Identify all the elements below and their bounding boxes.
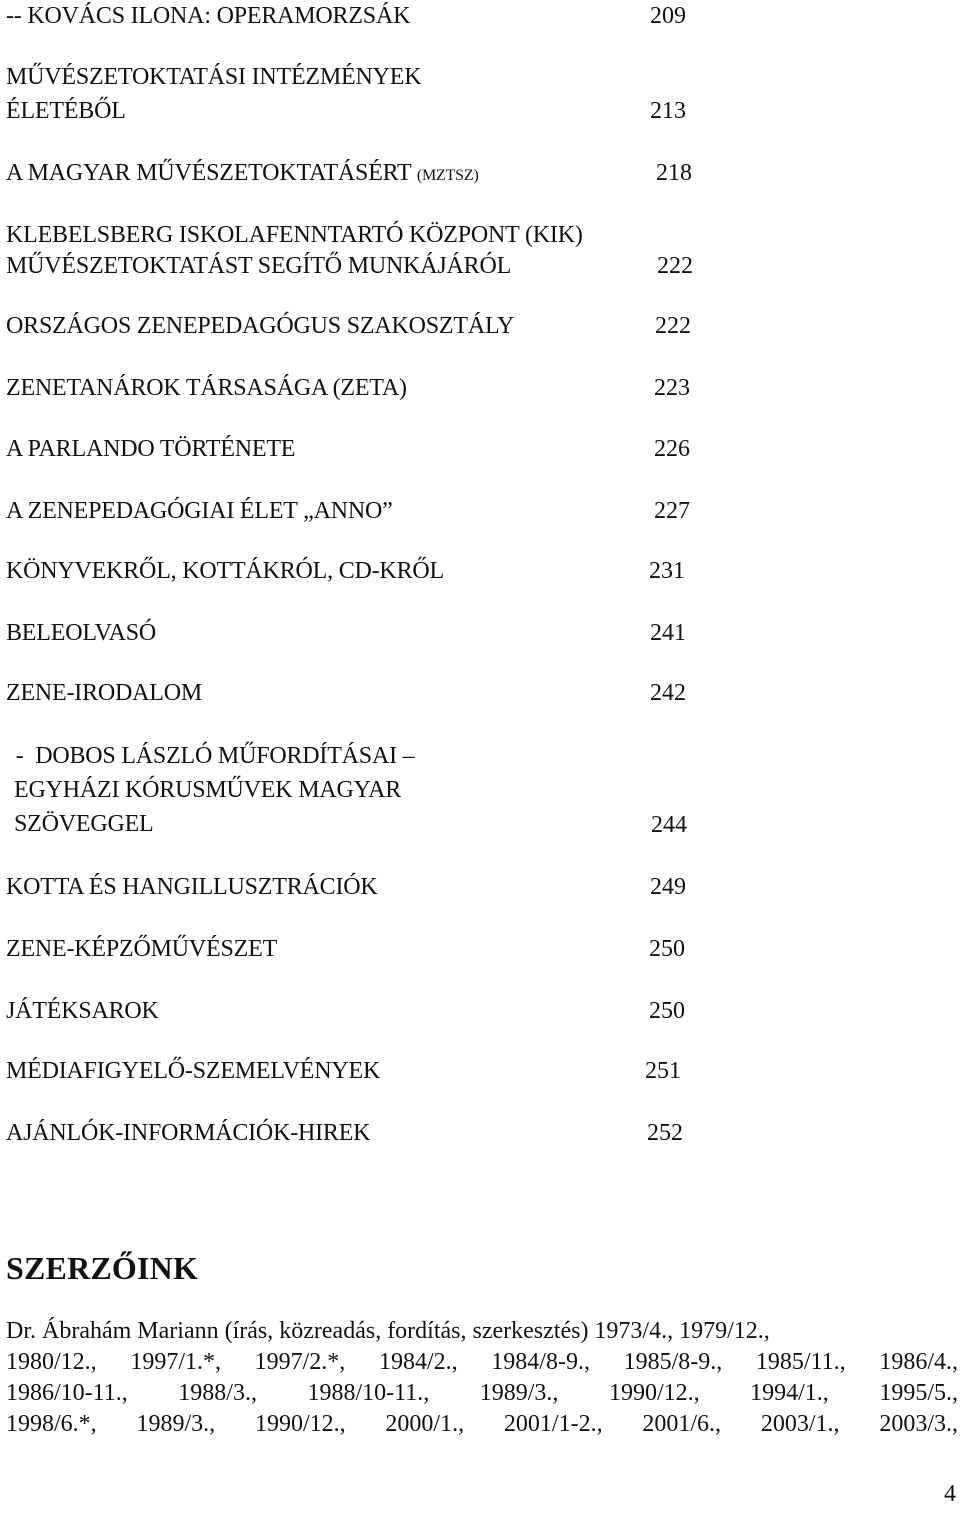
toc-entry-page: 218 xyxy=(656,160,692,186)
toc-entry-page: 209 xyxy=(650,3,686,29)
toc-entry-title: A PARLANDO TÖRTÉNETE xyxy=(6,436,296,462)
toc-entry-page: 242 xyxy=(650,680,686,706)
toc-entry-page: 227 xyxy=(654,498,690,524)
author-entry-line: Dr. Ábrahám Mariann (írás, közreadás, fordítás, szerkesztés) 1973/4., 1979/12., xyxy=(6,1318,770,1344)
toc-entry-title: ÉLETÉBŐL xyxy=(6,98,126,124)
toc-entry-title: KOTTA ÉS HANGILLUSZTRÁCIÓK xyxy=(6,874,378,900)
toc-entry-page: 250 xyxy=(649,998,685,1024)
toc-entry-title: ZENETANÁROK TÁRSASÁGA (ZETA) xyxy=(6,375,407,401)
toc-entry-page: 251 xyxy=(645,1058,681,1084)
author-entry-line: 1998/6.*, 1989/3., 1990/12., 2000/1., 2001/1-2., 2001/6., 2003/1., 2003/3., xyxy=(6,1411,958,1437)
page-number: 4 xyxy=(944,1481,956,1507)
toc-entry-page: 231 xyxy=(649,558,685,584)
toc-entry-title: ZENE-IRODALOM xyxy=(6,680,203,706)
toc-entry-small-text: (MZTSZ) xyxy=(416,167,479,184)
toc-entry-page: 249 xyxy=(650,874,686,900)
toc-entry-title: MŰVÉSZETOKTATÁST SEGÍTŐ MUNKÁJÁRÓL xyxy=(6,253,512,279)
toc-entry-title: MŰVÉSZETOKTATÁSI INTÉZMÉNYEK xyxy=(6,64,422,90)
toc-entry-title: JÁTÉKSAROK xyxy=(6,998,159,1024)
toc-entry-page: 223 xyxy=(654,375,690,401)
toc-entry-title: KLEBELSBERG ISKOLAFENNTARTÓ KÖZPONT (KIK) xyxy=(6,222,583,248)
toc-entry-title: EGYHÁZI KÓRUSMŰVEK MAGYAR xyxy=(14,777,402,803)
toc-entry-title: SZÖVEGGEL xyxy=(14,811,154,837)
toc-entry-page: 222 xyxy=(655,313,691,339)
toc-entry-page: 244 xyxy=(651,812,687,838)
section-heading: SZERZŐINK xyxy=(6,1250,199,1286)
toc-entry-page: 213 xyxy=(650,98,686,124)
toc-entry-page: 226 xyxy=(654,436,690,462)
toc-entry-title: MÉDIAFIGYELŐ-SZEMELVÉNYEK xyxy=(6,1058,381,1084)
toc-entry-title: AJÁNLÓK-INFORMÁCIÓK-HIREK xyxy=(6,1120,371,1146)
toc-entry-page: 252 xyxy=(647,1120,683,1146)
toc-entry-page: 241 xyxy=(650,620,686,646)
toc-entry-text: A MAGYAR MŰVÉSZETOKTATÁSÉRT xyxy=(6,160,412,186)
authors-list xyxy=(6,1316,958,1440)
author-entry-line: 1980/12., 1997/1.*, 1997/2.*, 1984/2., 1984/8-9., 1985/8-9., 1985/11., 1986/4., xyxy=(6,1349,958,1375)
toc-entry-title: - DOBOS LÁSZLÓ MŰFORDÍTÁSAI – xyxy=(10,743,415,769)
toc-entry-title xyxy=(6,157,479,192)
toc-entry-title: ZENE-KÉPZŐMŰVÉSZET xyxy=(6,936,278,962)
author-entry-line: 1986/10-11., 1988/3., 1988/10-11., 1989/3., 1990/12., 1994/1., 1995/5., xyxy=(6,1380,958,1406)
toc-entry-title: BELEOLVASÓ xyxy=(6,620,157,646)
toc-entry-page: 222 xyxy=(657,253,693,279)
toc-entry-page: 250 xyxy=(649,936,685,962)
toc-entry-title: -- KOVÁCS ILONA: OPERAMORZSÁK xyxy=(6,3,411,29)
toc-entry-title: ORSZÁGOS ZENEPEDAGÓGUS SZAKOSZTÁLY xyxy=(6,313,515,339)
toc-entry-title: KÖNYVEKRŐL, KOTTÁKRÓL, CD-KRŐL xyxy=(6,558,444,584)
toc-entry-title: A ZENEPEDAGÓGIAI ÉLET „ANNO” xyxy=(6,498,393,524)
